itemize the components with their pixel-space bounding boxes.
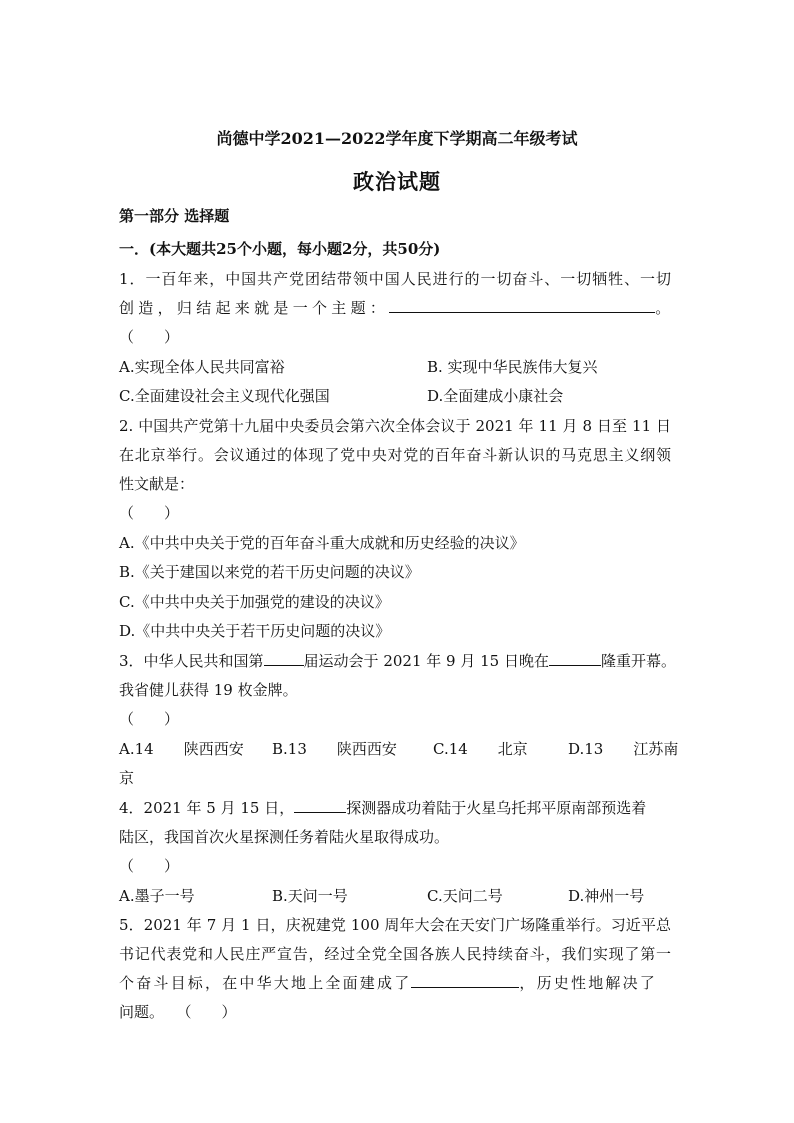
q3-option-a: A.14 陕西西安 <box>119 740 244 758</box>
q4-line-1-a: 4．2021 年 5 月 15 日， <box>119 799 295 817</box>
q5-line-3-a: 个奋斗目标，在中华大地上全面建成了 <box>119 974 412 992</box>
q3-blank-2 <box>549 651 601 666</box>
q1-line-1: 1．一百年来，中国共产党团结带领中国人民进行的一切奋斗、一切牺牲、一切 <box>119 270 671 288</box>
q3-answer-paren: （ ） <box>119 710 180 728</box>
q4-option-d: D.神州一号 <box>568 887 645 905</box>
q5-line-1: 5．2021 年 7 月 1 日，庆祝建党 100 周年大会在天安门广场隆重举行。习近平总 <box>119 916 671 934</box>
q4-line-1 <box>119 798 646 818</box>
section-instruction: 一．(本大题共25个小题，每小题2分，共50分) <box>119 240 441 258</box>
q1-option-d: D.全面建成小康社会 <box>427 387 564 405</box>
q1-option-b: B. 实现中华民族伟大复兴 <box>427 358 598 376</box>
q2-option-a: A.《中共中央关于党的百年奋斗重大成就和历史经验的决议》 <box>119 534 525 552</box>
q2-line-2: 在北京举行。会议通过的体现了党中央对党的百年奋斗新认识的马克思主义纲领 <box>119 446 671 464</box>
part-heading: 第一部分 选择题 <box>119 207 230 225</box>
q2-line-1: 2. 中国共产党第十九届中央委员会第六次全体会议于 2021 年 11 月 8 日至 11 日 <box>119 417 671 435</box>
q4-line-1-b: 探测器成功着陆于火星乌托邦平原南部预选着 <box>346 799 647 817</box>
q1-answer-paren: （ ） <box>119 328 180 346</box>
q1-answer-blank <box>389 298 655 313</box>
q1-line-2-end: 。 <box>655 299 671 317</box>
q1-line-2 <box>119 298 670 318</box>
q3-line-1-c: 隆重开幕。 <box>600 652 676 670</box>
q2-option-c: C.《中共中央关于加强党的建设的决议》 <box>119 593 390 611</box>
q4-line-2: 陆区，我国首次火星探测任务着陆火星取得成功。 <box>119 828 450 846</box>
q2-answer-paren: （ ） <box>119 504 180 522</box>
q3-option-d: D.13 江苏南 <box>568 740 679 758</box>
q4-option-c: C.天问二号 <box>427 887 503 905</box>
q2-line-3: 性文献是： <box>119 475 195 493</box>
q3-line-1-a: 3．中华人民共和国第 <box>119 652 264 670</box>
q5-answer-paren: （ ） <box>184 1003 237 1021</box>
q4-blank <box>294 798 346 813</box>
q3-option-b: B.13 陕西西安 <box>272 740 397 758</box>
q2-option-b: B.《关于建国以来党的若干历史问题的决议》 <box>119 563 420 581</box>
q1-line-2-text: 创造，归结起来就是一个主题： <box>119 299 390 317</box>
q3-line-1 <box>119 651 676 671</box>
q5-line-4 <box>119 1002 237 1022</box>
q1-option-c: C.全面建设社会主义现代化强国 <box>119 387 330 405</box>
q5-line-4-text: 问题。 <box>119 1003 165 1021</box>
q1-option-a: A.实现全体人民共同富裕 <box>119 358 285 376</box>
exam-title: 尚德中学2021—2022学年度下学期高二年级考试 <box>216 129 578 148</box>
q3-line-1-b: 届运动会于 2021 年 9 月 15 日晚在 <box>303 652 549 670</box>
subject-title: 政治试题 <box>353 169 441 194</box>
q5-line-2: 书记代表党和人民庄严宣告，经过全党全国各族人民持续奋斗，我们实现了第一 <box>119 945 671 963</box>
q5-line-3-b: ，历史性地解决了 <box>519 974 658 992</box>
q2-option-d: D.《中共中央关于若干历史问题的决议》 <box>119 622 391 640</box>
q3-option-c: C.14 北京 <box>433 740 528 758</box>
q5-line-3 <box>119 973 657 993</box>
q3-blank-1 <box>264 651 304 666</box>
q3-option-d-wrap: 京 <box>119 769 135 787</box>
q4-option-a: A.墨子一号 <box>119 887 195 905</box>
q3-line-2: 我省健儿获得 19 枚金牌。 <box>119 681 298 699</box>
q5-blank <box>411 973 519 988</box>
q4-option-b: B.天问一号 <box>272 887 348 905</box>
q4-answer-paren: （ ） <box>119 857 180 875</box>
